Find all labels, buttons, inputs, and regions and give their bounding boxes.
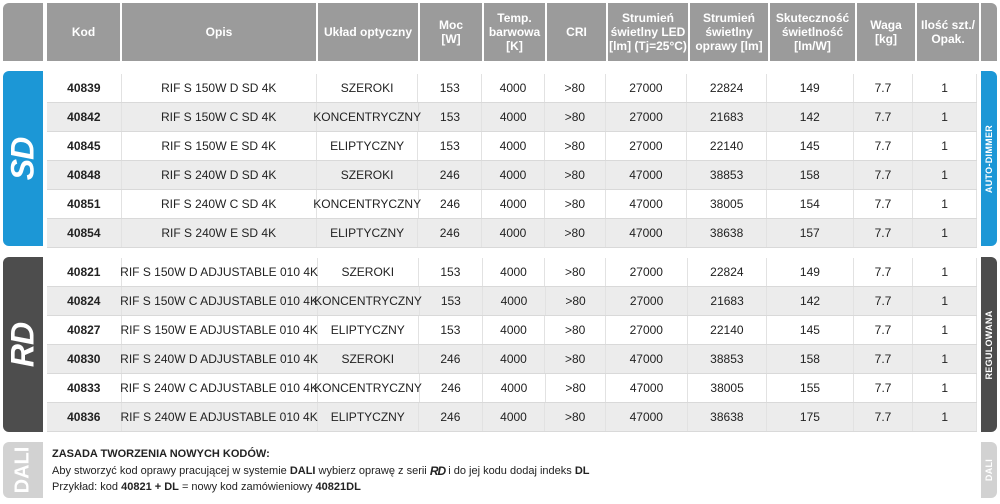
table-header: [0, 0, 1000, 61]
cell-cri: >80: [545, 316, 606, 344]
cell-strumien-oprawy: 22824: [687, 74, 767, 102]
cell-skutecznosc: 175: [767, 403, 854, 431]
cell-ilosc: 1: [913, 374, 977, 402]
cell-waga: 7.7: [854, 74, 914, 102]
header-strumien-oprawy: Strumień świetlny oprawy [lm]: [690, 3, 768, 61]
cell-strumien-led: 27000: [606, 287, 687, 315]
cell-moc: 153: [418, 74, 482, 102]
cell-strumien-led: 47000: [606, 190, 688, 218]
cell-strumien-led: 27000: [606, 258, 688, 286]
dali-right-label: DALI: [984, 458, 994, 482]
header-cri: CRI: [547, 3, 606, 61]
cell-strumien-led: 47000: [606, 403, 688, 431]
cell-skutecznosc: 142: [767, 287, 853, 315]
cell-strumien-led: 27000: [606, 74, 688, 102]
header-opis: Opis: [122, 3, 316, 61]
cell-uklad-optyczny: KONCENTRYCZNY: [318, 287, 420, 315]
cell-strumien-oprawy: 21683: [687, 103, 767, 131]
cell-opis: RIF S 150W E ADJUSTABLE 010 4K: [122, 316, 318, 344]
cell-kod: 40854: [47, 219, 122, 247]
note-dali: DALI: [289, 465, 316, 477]
cell-waga: 7.7: [854, 103, 914, 131]
cell-cri: >80: [545, 190, 606, 218]
cell-uklad-optyczny: KONCENTRYCZNY: [317, 190, 419, 218]
cell-opis: RIF S 150W C ADJUSTABLE 010 4K: [122, 287, 318, 315]
sd-logo: SD: [4, 137, 41, 180]
cell-kod: 40845: [47, 132, 122, 160]
cell-strumien-led: 47000: [606, 161, 688, 189]
table-row: [47, 219, 977, 248]
note-line1-post: i do jej kodu dodaj indeks: [445, 465, 575, 477]
cell-uklad-optyczny: ELIPTYCZNY: [318, 403, 419, 431]
auto-dimmer-label: AUTO-DIMMER: [984, 124, 994, 193]
cell-opis: RIF S 240W D SD 4K: [122, 161, 317, 189]
header-strumien-led: Strumień świetlny LED [lm] (Tj=25°C): [608, 3, 688, 61]
table-row: [47, 258, 977, 287]
dali-code-note: [52, 446, 972, 495]
cell-uklad-optyczny: ELIPTYCZNY: [317, 219, 419, 247]
cell-skutecznosc: 145: [767, 316, 854, 344]
rd-series-tab: [3, 257, 43, 432]
cell-ilosc: 1: [913, 287, 977, 315]
cell-temp-barwowa: 4000: [482, 132, 545, 160]
table-row: [47, 403, 977, 432]
cell-strumien-led: 47000: [606, 374, 687, 402]
table-row: [47, 316, 977, 345]
note-line1-mid: wybierz oprawę z serii: [315, 465, 430, 477]
cell-waga: 7.7: [854, 161, 914, 189]
cell-kod: 40836: [47, 403, 122, 431]
table-row: [47, 161, 977, 190]
cell-ilosc: 1: [913, 132, 977, 160]
rd-product-group: [47, 258, 977, 432]
cell-strumien-led: 47000: [606, 345, 688, 373]
cell-cri: >80: [546, 374, 607, 402]
header-ilosc: Ilość szt./ Opak.: [917, 3, 979, 61]
cell-cri: >80: [545, 258, 606, 286]
cell-waga: 7.7: [854, 374, 914, 402]
cell-moc: 246: [418, 219, 482, 247]
table-row: [47, 287, 977, 316]
cell-moc: 153: [419, 103, 483, 131]
note-line1-pre: Aby stworzyć kod oprawy pracującej w systemie: [52, 465, 290, 477]
cell-cri: >80: [545, 219, 606, 247]
cell-moc: 246: [419, 403, 483, 431]
cell-skutecznosc: 154: [767, 190, 854, 218]
cell-waga: 7.7: [854, 345, 914, 373]
cell-ilosc: 1: [913, 74, 977, 102]
cell-ilosc: 1: [913, 258, 977, 286]
cell-temp-barwowa: 4000: [482, 219, 545, 247]
cell-moc: 246: [419, 345, 483, 373]
cell-moc: 153: [419, 316, 483, 344]
header-skutecznosc: Skuteczność świetlność [lm/W]: [770, 3, 855, 61]
cell-strumien-led: 47000: [606, 219, 688, 247]
note-line2-mid: = nowy kod zamówieniowy: [178, 481, 316, 493]
cell-cri: >80: [545, 345, 606, 373]
cell-strumien-oprawy: 22824: [688, 258, 768, 286]
cell-skutecznosc: 149: [767, 258, 854, 286]
table-row: [47, 374, 977, 403]
table-row: [47, 74, 977, 103]
dali-series-tab: [3, 442, 43, 498]
cell-waga: 7.7: [854, 287, 914, 315]
cell-strumien-oprawy: 38638: [688, 403, 768, 431]
table-row: [47, 345, 977, 374]
cell-kod: 40833: [47, 374, 122, 402]
note-title: ZASADA TWORZENIA NOWYCH KODÓW:: [52, 448, 270, 460]
cell-strumien-oprawy: 38005: [688, 374, 768, 402]
cell-ilosc: 1: [913, 345, 977, 373]
cell-opis: RIF S 240W E SD 4K: [122, 219, 317, 247]
cell-waga: 7.7: [854, 219, 914, 247]
note-line2-pre: Przykład: kod: [52, 481, 122, 493]
cell-temp-barwowa: 4000: [483, 316, 546, 344]
cell-temp-barwowa: 4000: [483, 374, 546, 402]
cell-skutecznosc: 142: [767, 103, 854, 131]
cell-moc: 246: [418, 161, 482, 189]
cell-moc: 153: [418, 132, 482, 160]
cell-kod: 40824: [47, 287, 122, 315]
note-index: DL: [574, 465, 590, 477]
header-corner: [3, 3, 43, 61]
cell-temp-barwowa: 4000: [482, 161, 545, 189]
cell-kod: 40827: [47, 316, 122, 344]
cell-cri: >80: [545, 132, 606, 160]
cell-ilosc: 1: [913, 316, 977, 344]
dali-logo: DALI: [11, 446, 34, 494]
cell-opis: RIF S 150W C SD 4K: [122, 103, 317, 131]
cell-uklad-optyczny: KONCENTRYCZNY: [317, 103, 419, 131]
cell-strumien-oprawy: 38005: [687, 190, 767, 218]
cell-cri: >80: [545, 74, 606, 102]
table-row: [47, 103, 977, 132]
cell-moc: 246: [420, 374, 484, 402]
regulowana-tab: [981, 257, 997, 432]
auto-dimmer-tab: [981, 71, 997, 246]
cell-strumien-oprawy: 22140: [687, 132, 767, 160]
rd-logo: RD: [4, 322, 41, 367]
cell-strumien-led: 27000: [606, 132, 688, 160]
cell-skutecznosc: 158: [767, 161, 854, 189]
header-uklad-optyczny: Układ optyczny: [318, 3, 418, 61]
note-line-1: [52, 462, 972, 479]
cell-skutecznosc: 158: [767, 345, 854, 373]
cell-uklad-optyczny: ELIPTYCZNY: [317, 132, 419, 160]
cell-ilosc: 1: [913, 403, 977, 431]
table-row: [47, 190, 977, 219]
cell-uklad-optyczny: SZEROKI: [318, 258, 419, 286]
note-example-code: 40821 + DL: [121, 481, 179, 493]
cell-strumien-oprawy: 22140: [688, 316, 768, 344]
cell-kod: 40851: [47, 190, 122, 218]
cell-uklad-optyczny: SZEROKI: [318, 345, 419, 373]
cell-temp-barwowa: 4000: [482, 74, 545, 102]
note-line-2: [52, 479, 972, 495]
cell-waga: 7.7: [854, 403, 914, 431]
cell-ilosc: 1: [913, 190, 977, 218]
cell-cri: >80: [545, 161, 606, 189]
cell-uklad-optyczny: SZEROKI: [317, 161, 419, 189]
note-rd-logo: RD: [429, 464, 446, 478]
sd-product-group: [47, 74, 977, 248]
cell-skutecznosc: 149: [767, 74, 854, 102]
cell-skutecznosc: 157: [767, 219, 854, 247]
cell-cri: >80: [546, 287, 607, 315]
cell-skutecznosc: 155: [767, 374, 853, 402]
cell-kod: 40839: [47, 74, 122, 102]
cell-strumien-oprawy: 38853: [688, 345, 768, 373]
cell-waga: 7.7: [854, 316, 914, 344]
cell-opis: RIF S 240W D ADJUSTABLE 010 4K: [122, 345, 318, 373]
cell-strumien-oprawy: 38638: [687, 219, 767, 247]
cell-strumien-led: 27000: [606, 103, 688, 131]
cell-temp-barwowa: 4000: [483, 403, 546, 431]
cell-uklad-optyczny: ELIPTYCZNY: [318, 316, 419, 344]
cell-uklad-optyczny: SZEROKI: [317, 74, 419, 102]
cell-opis: RIF S 240W C ADJUSTABLE 010 4K: [122, 374, 318, 402]
cell-opis: RIF S 150W E SD 4K: [122, 132, 317, 160]
cell-strumien-oprawy: 21683: [688, 287, 768, 315]
cell-uklad-optyczny: KONCENTRYCZNY: [318, 374, 420, 402]
cell-opis: RIF S 240W E ADJUSTABLE 010 4K: [122, 403, 318, 431]
dali-right-tab: [981, 442, 997, 498]
cell-opis: RIF S 240W C SD 4K: [122, 190, 317, 218]
regulowana-label: REGULOWANA: [984, 310, 994, 379]
cell-strumien-led: 27000: [606, 316, 688, 344]
cell-waga: 7.7: [854, 258, 914, 286]
cell-skutecznosc: 145: [767, 132, 854, 160]
cell-kod: 40848: [47, 161, 122, 189]
cell-opis: RIF S 150W D SD 4K: [122, 74, 317, 102]
cell-kod: 40842: [47, 103, 122, 131]
cell-moc: 153: [420, 287, 484, 315]
cell-temp-barwowa: 4000: [482, 103, 545, 131]
sd-series-tab: [3, 71, 43, 246]
cell-moc: 153: [419, 258, 483, 286]
cell-moc: 246: [419, 190, 483, 218]
cell-temp-barwowa: 4000: [482, 190, 545, 218]
cell-temp-barwowa: 4000: [483, 345, 546, 373]
cell-ilosc: 1: [913, 103, 977, 131]
cell-kod: 40821: [47, 258, 122, 286]
header-waga: Waga [kg]: [857, 3, 915, 61]
header-moc: Moc [W]: [420, 3, 482, 61]
cell-temp-barwowa: 4000: [483, 287, 546, 315]
table-row: [47, 132, 977, 161]
header-right-cap: [981, 3, 997, 61]
cell-kod: 40830: [47, 345, 122, 373]
cell-strumien-oprawy: 38853: [687, 161, 767, 189]
note-result-code: 40821DL: [315, 481, 361, 493]
header-temp-barwowa: Temp. barwowa [K]: [484, 3, 545, 61]
cell-ilosc: 1: [913, 161, 977, 189]
cell-waga: 7.7: [854, 190, 914, 218]
cell-waga: 7.7: [854, 132, 914, 160]
header-kod: Kod: [47, 3, 120, 61]
cell-cri: >80: [545, 103, 606, 131]
cell-cri: >80: [545, 403, 606, 431]
cell-temp-barwowa: 4000: [483, 258, 546, 286]
cell-ilosc: 1: [913, 219, 977, 247]
cell-opis: RIF S 150W D ADJUSTABLE 010 4K: [122, 258, 318, 286]
